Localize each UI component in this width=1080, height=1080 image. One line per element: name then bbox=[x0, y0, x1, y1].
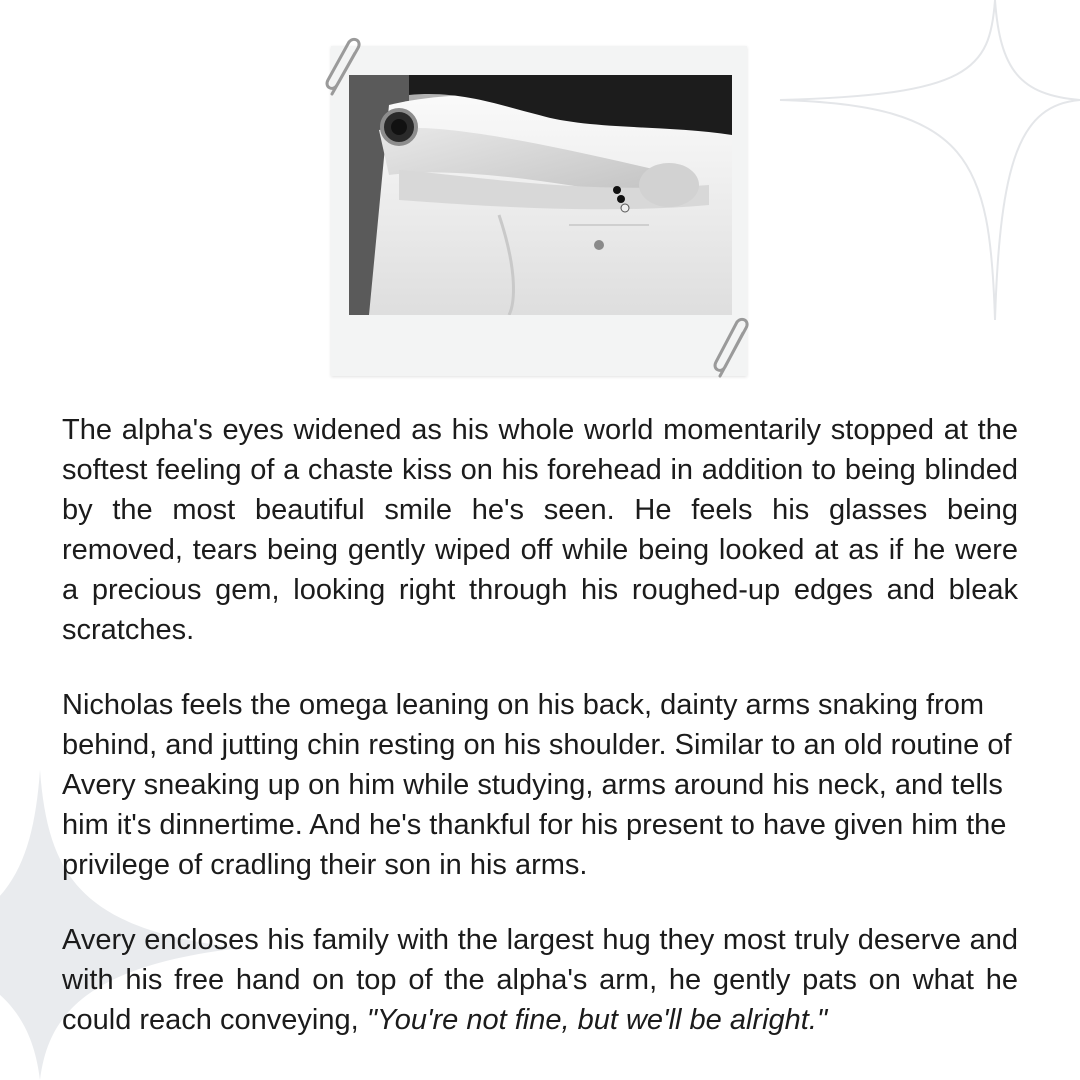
paragraph-3-text: Avery encloses his family with the largest hug they most truly deserve and with his free hand on top of the alpha's arm, he gently pats on what he could reach conveying, bbox=[62, 924, 1018, 1036]
closing-quote: "You're not fine, but we'll be alright." bbox=[366, 1004, 828, 1036]
paperclip-icon bbox=[322, 36, 370, 98]
photo-illustration bbox=[349, 75, 732, 315]
paragraph-3 bbox=[62, 920, 1018, 1040]
sparkle-outline-icon bbox=[770, 0, 1080, 320]
story-text bbox=[62, 410, 1018, 1075]
embrace-photo bbox=[349, 75, 732, 315]
paragraph-2: Nicholas feels the omega leaning on his back, dainty arms snaking from behind, and jutting chin resting on his shoulder. Similar to an old routine of Avery sneaking up on him while studying, arms around his neck, and tells him it's dinnertime. And he's thankful for his present to have given him the privilege of cradling their son in his arms. bbox=[62, 689, 1012, 881]
paperclip-icon bbox=[710, 316, 758, 380]
paragraph-1: The alpha's eyes widened as his whole world momentarily stopped at the softest feeling of a chaste kiss on his forehead in addition to being blinded by the most beautiful smile he's seen. He feels his glasses being removed, tears being gently wiped off while being looked at as if he were a precious gem, looking right through his roughed-up edges and bleak scratches. bbox=[62, 414, 1018, 646]
